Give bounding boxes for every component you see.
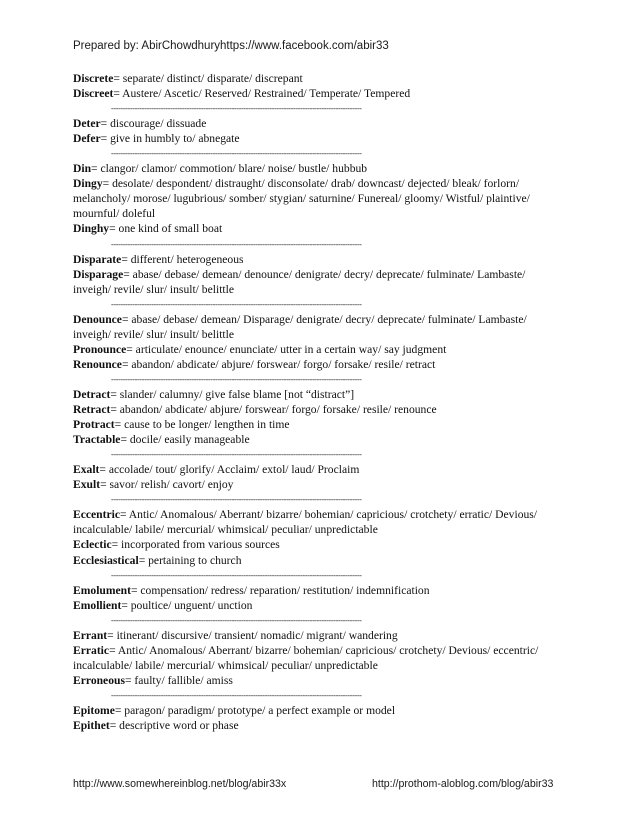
- entry-term: Exult: [73, 478, 101, 492]
- vocabulary-entry: [73, 703, 553, 718]
- vocabulary-entry: [73, 628, 553, 643]
- entry-term: Disparate: [73, 252, 122, 266]
- entry-definition: = abandon/ abdicate/ abjure/ forswear/ forgo/ forsake/ resile/ retract: [121, 357, 436, 371]
- entry-definition: = savor/ relish/ cavort/ enjoy: [100, 478, 234, 492]
- vocabulary-entry: [73, 221, 553, 236]
- page-header: Prepared by: AbirChowdhuryhttps://www.facebook.com/abir33: [73, 40, 389, 52]
- entry-term: Din: [73, 162, 92, 176]
- entry-term: Deter: [73, 117, 101, 131]
- vocabulary-entry: [73, 643, 553, 673]
- vocabulary-entry: [73, 161, 553, 176]
- separator-line: ----------------------------------------------------------------------------------------------------------: [111, 299, 362, 309]
- entry-definition: = accolade/ tout/ glorify/ Acclaim/ extol/ laud/ Proclaim: [99, 463, 360, 477]
- vocabulary-entry: [73, 402, 553, 417]
- entry-term: Tractable: [73, 433, 121, 447]
- entry-definition: = give in humbly to/ abnegate: [100, 132, 240, 146]
- entry-definition: = Antic/ Anomalous/ Aberrant/ bizarre/ bohemian/ capricious/ crotchety/ Devious/ eccentric/ incalculable/ labile/ mercurial/ whimsical/ peculiar/ unpredictable: [73, 643, 539, 672]
- entry-definition: = abase/ debase/ demean/ Disparage/ denigrate/ decry/ deprecate/ fulminate/ Lambaste/ inveigh/ revile/ slur/ insult/ belittle: [73, 312, 527, 341]
- entry-term: Erroneous: [73, 673, 125, 687]
- vocabulary-entry: [73, 342, 553, 357]
- vocabulary-entry: [73, 131, 553, 146]
- separator-line: ----------------------------------------------------------------------------------------------------------: [111, 149, 362, 159]
- vocabulary-entry: [73, 71, 553, 86]
- entry-definition: = slander/ calumny/ give false blame [not “distract”]: [110, 387, 355, 401]
- separator-line: ----------------------------------------------------------------------------------------------------------: [111, 104, 362, 114]
- vocabulary-entry: [73, 598, 553, 613]
- entry-definition: = one kind of small boat: [109, 222, 223, 236]
- entry-definition: = different/ heterogeneous: [121, 252, 244, 266]
- entry-definition: = articulate/ enounce/ enunciate/ utter in a certain way/ say judgment: [126, 342, 447, 356]
- entry-definition: = abase/ debase/ demean/ denounce/ denigrate/ decry/ deprecate/ fulminate/ Lambaste/ inveigh/ revile/ slur/ insult/ belittle: [73, 267, 526, 296]
- vocabulary-entry: [73, 417, 553, 432]
- vocabulary-entry: [73, 312, 553, 342]
- separator-line: ----------------------------------------------------------------------------------------------------------: [111, 374, 362, 384]
- entry-definition: = descriptive word or phase: [109, 719, 239, 733]
- separator-line: ----------------------------------------------------------------------------------------------------------: [111, 450, 362, 460]
- entry-definition: = desolate/ despondent/ distraught/ disconsolate/ drab/ downcast/ dejected/ bleak/ forlorn/ melancholy/ morose/ lugubrious/ somber/ stygian/ saturnine/ Funereal/ gloomy/ Wistful/ plaintive/ mournful/ doleful: [73, 177, 530, 221]
- entry-term: Ecclesiastical: [73, 553, 139, 567]
- entry-term: Emolument: [73, 583, 131, 597]
- vocabulary-entry: [73, 583, 553, 598]
- entry-definition: = poultice/ unguent/ unction: [121, 598, 253, 612]
- separator-line: ----------------------------------------------------------------------------------------------------------: [111, 239, 362, 249]
- entry-term: Retract: [73, 403, 111, 417]
- entry-term: Dingy: [73, 177, 103, 191]
- vocabulary-entry: [73, 673, 553, 688]
- entry-term: Discreet: [73, 87, 114, 101]
- entry-term: Defer: [73, 132, 101, 146]
- vocabulary-entry: [73, 432, 553, 447]
- entry-definition: = compensation/ redress/ reparation/ restitution/ indemnification: [130, 583, 430, 597]
- vocabulary-entry: [73, 86, 553, 101]
- entry-term: Epitome: [73, 703, 115, 717]
- vocabulary-entry: [73, 537, 553, 552]
- footer-link-left[interactable]: http://www.somewhereinblog.net/blog/abir33x: [73, 778, 287, 790]
- entry-term: Eccentric: [73, 508, 120, 522]
- vocabulary-entry: [73, 267, 553, 297]
- entry-term: Errant: [73, 628, 108, 642]
- entry-definition: = clangor/ clamor/ commotion/ blare/ noise/ bustle/ hubbub: [91, 162, 368, 176]
- separator-line: ----------------------------------------------------------------------------------------------------------: [111, 570, 362, 580]
- separator-line: ----------------------------------------------------------------------------------------------------------: [111, 495, 362, 505]
- entry-definition: = cause to be longer/ lengthen in time: [114, 418, 290, 432]
- entry-definition: = Antic/ Anomalous/ Aberrant/ bizarre/ bohemian/ capricious/ crotchety/ erratic/ Devious/ incalculable/ labile/ mercurial/ whimsical/ peculiar/ unpredictable: [73, 508, 538, 537]
- entry-definition: = paragon/ paradigm/ prototype/ a perfect example or model: [114, 703, 396, 717]
- entry-term: Detract: [73, 387, 111, 401]
- entry-definition: = itinerant/ discursive/ transient/ nomadic/ migrant/ wandering: [107, 628, 398, 642]
- vocabulary-entry: [73, 252, 553, 267]
- entry-term: Denounce: [73, 312, 122, 326]
- vocabulary-entry: [73, 116, 553, 131]
- vocabulary-entry: [73, 387, 553, 402]
- entry-term: Discrete: [73, 72, 114, 85]
- separator-line: ----------------------------------------------------------------------------------------------------------: [111, 690, 362, 700]
- entry-term: Exalt: [73, 463, 100, 477]
- entry-definition: = abandon/ abdicate/ abjure/ forswear/ forgo/ forsake/ resile/ renounce: [110, 403, 437, 417]
- vocabulary-list: [73, 71, 553, 733]
- entry-term: Eclectic: [73, 538, 112, 552]
- vocabulary-entry: [73, 507, 553, 537]
- entry-definition: = incorporated from various sources: [111, 538, 280, 552]
- entry-term: Renounce: [73, 357, 122, 371]
- entry-definition: = docile/ easily manageable: [120, 433, 250, 447]
- entry-definition: = Austere/ Ascetic/ Reserved/ Restrained/ Temperate/ Tempered: [113, 87, 411, 101]
- vocabulary-entry: [73, 462, 553, 477]
- entry-definition: = faulty/ fallible/ amiss: [124, 673, 233, 687]
- entry-term: Epithet: [73, 719, 110, 733]
- vocabulary-entry: [73, 718, 553, 733]
- vocabulary-entry: [73, 357, 553, 372]
- entry-term: Erratic: [73, 643, 110, 657]
- entry-term: Dinghy: [73, 222, 110, 236]
- entry-term: Disparage: [73, 267, 124, 281]
- footer-link-right[interactable]: http://prothom-aloblog.com/blog/abir33: [372, 778, 554, 790]
- entry-definition: = discourage/ dissuade: [100, 117, 207, 131]
- vocabulary-entry: [73, 176, 553, 221]
- entry-term: Emollient: [73, 598, 122, 612]
- separator-line: ----------------------------------------------------------------------------------------------------------: [111, 615, 362, 625]
- entry-definition: = separate/ distinct/ disparate/ discrepant: [113, 72, 303, 85]
- entry-term: Pronounce: [73, 342, 127, 356]
- vocabulary-entry: [73, 553, 553, 568]
- vocabulary-entry: [73, 477, 553, 492]
- entry-definition: = pertaining to church: [138, 553, 242, 567]
- entry-term: Protract: [73, 418, 115, 432]
